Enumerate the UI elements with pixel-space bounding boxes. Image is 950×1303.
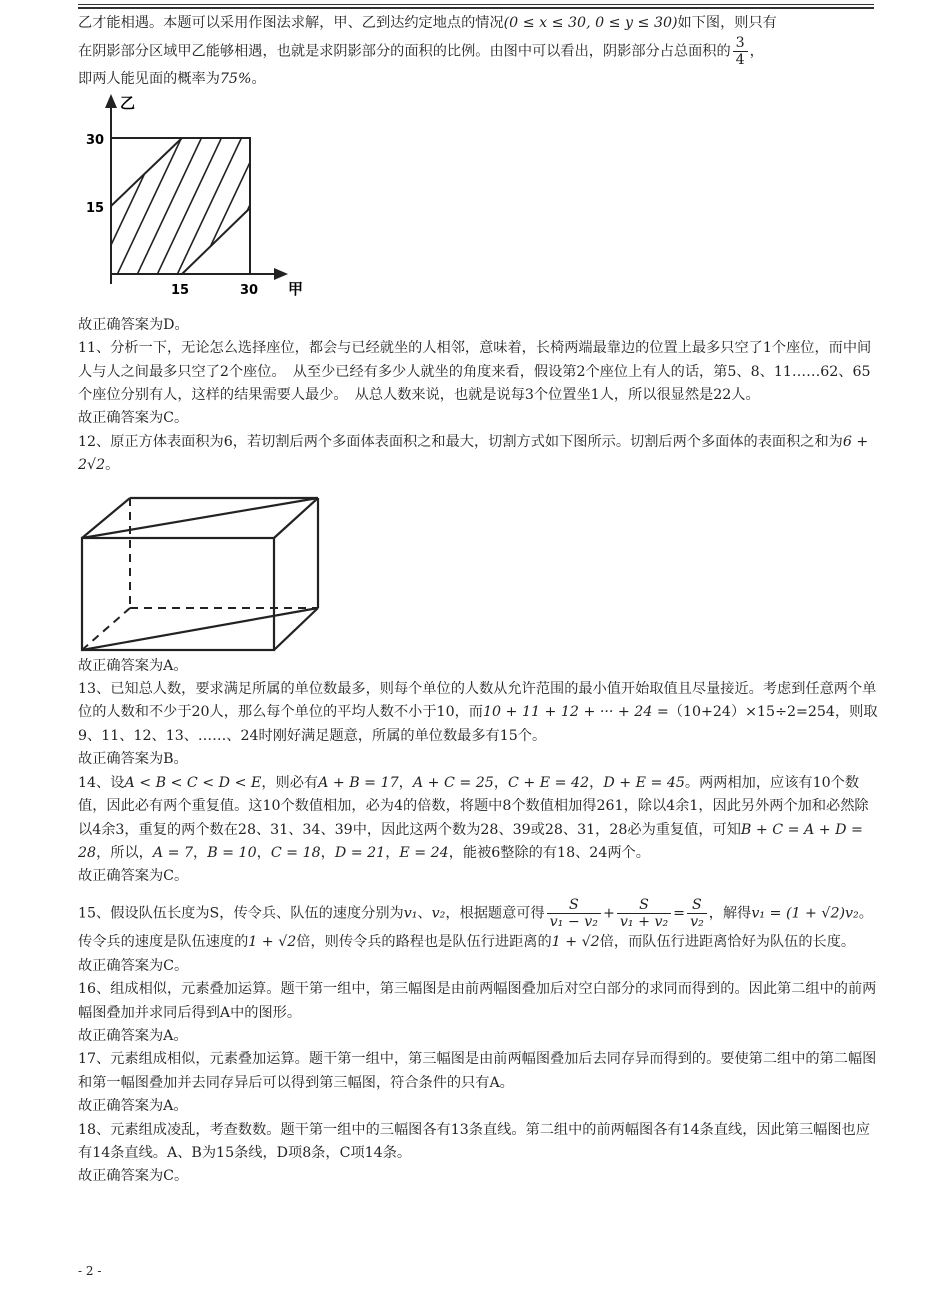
hatch-lines bbox=[78, 124, 308, 294]
y-tick-30: 30 bbox=[86, 132, 105, 148]
math-range: (0 ≤ x ≤ 30, 0 ≤ y ≤ 30) bbox=[503, 15, 678, 31]
answer-10: 故正确答案为D。 bbox=[78, 316, 189, 333]
math-surface-area: 6 + 2√2 bbox=[78, 433, 869, 474]
fraction-s-over-v2: $\frac{S}{\text{v₂}}$ bbox=[687, 897, 707, 930]
meeting-region-graph bbox=[78, 94, 318, 314]
y-axis-arrow bbox=[105, 94, 117, 108]
page-number: - 2 - bbox=[78, 1264, 102, 1278]
y-axis-label: 乙 bbox=[120, 93, 136, 112]
cut-line-top bbox=[82, 498, 318, 538]
answer-17: 故正确答案为A。 bbox=[78, 1098, 188, 1115]
fraction-s-over-sum: $\frac{S}{\text{v₁ + v₂}}$ bbox=[617, 897, 671, 930]
x-axis-arrow bbox=[274, 268, 288, 280]
answer-18: 故正确答案为C。 bbox=[78, 1168, 189, 1185]
y-tick-15: 15 bbox=[86, 200, 105, 216]
paragraph-10-line2: 在阴影部分区域甲乙能够相遇，也就是求阴影部分的面积的比例。由图中可以看出，阴影部分占总面积的 $\frac{3}{4}$ ， bbox=[78, 35, 764, 69]
answer-13: 故正确答案为B。 bbox=[78, 751, 188, 768]
paragraph-10-line3: 即两人能见面的概率为75%。 bbox=[78, 71, 266, 88]
header-rule-thin bbox=[78, 4, 874, 5]
answer-11: 故正确答案为C。 bbox=[78, 410, 189, 427]
x-axis-label: 甲 bbox=[288, 279, 304, 298]
document-page bbox=[78, 12, 878, 1189]
cut-line-bottom bbox=[82, 608, 318, 650]
paragraph-16: 16、组成相似，元素叠加运算。题干第一组中，第三幅图是由前两幅图叠加后对空白部分的求同而得到的。因此第二组中的前两幅图叠加并求同后得到A中的图形。 bbox=[78, 981, 877, 1021]
cut-cuboid-diagram bbox=[78, 490, 328, 655]
paragraph-13: 13、已知总人数，要求满足所属的单位数最多，则每个单位的人数从允许范围的最小值开始取值且尽量接近。考虑到任意两个单位的人数和不少于20人，那么每个单位的平均人数不小于10，而10 + 11 + 12 + ··· + 24 =（10+24）×15÷2=254，则取9、11、12、13、……、24时刚好满足题意，所属的单位数最多有15个。 bbox=[78, 681, 878, 744]
paragraph-18: 18、元素组成凌乱，考查数数。题干第一组中的三幅图各有13条直线。第二组中的前两幅图各有14条直线，因此第三幅图也应有14条直线。A、B为15条线，D项8条，C项14条。 bbox=[78, 1121, 870, 1161]
fraction-three-quarters: $\frac{3}{4}$ bbox=[733, 35, 748, 68]
paragraph-17: 17、元素组成相似，元素叠加运算。题干第一组中，第三幅图是由前两幅图叠加后去同存异而得到的。要使第二组中的第二幅图和第一幅图叠加并去同存异后可以得到第三幅图，符合条件的只有A。 bbox=[78, 1051, 877, 1091]
paragraph-11: 11、分析一下，无论怎么选择座位，都会与已经就坐的人相邻，意味着，长椅两端最靠边的位置上最多只空了1个座位，而中间人与人之间最多只空了2个座位。 从至少已经有多少人就坐的角度来看，假设第2个座位上有人的话，第5、8、11……62、65个座位分别有人，这样的结果需要人最少。 从总人数来说，也就是说每3个位置坐1人，所以很显然是22人。 bbox=[78, 340, 872, 404]
header-rule-thick bbox=[78, 7, 874, 9]
upper-boundary bbox=[111, 138, 182, 206]
paragraph-14: 14、设A < B < C < D < E，则必有A + B = 17，A + C = 25，C + E = 42，D + E = 45。两两相加，应该有10个数值，因此必有两个重复值。这10个数值相加，必为4的倍数，将题中8个数值相加得261，除以4余1，因此另外两个加和必然除以4余3，重复的两个数在28、31、34、39中，因此这两个数为28、39或28、31，28必为重复值，可知B + C = A + D = 28，所以，A = 7，B = 10，C = 18，D = 21，E = 24，能被6整除的有18、24两个。 bbox=[78, 774, 869, 861]
math-probability: 75% bbox=[219, 71, 252, 88]
paragraph-12: 12、原正方体表面积为6，若切割后两个多面体表面积之和最大，切割方式如下图所示。切割后两个多面体的表面积之和为6 + 2√2。 bbox=[78, 433, 869, 474]
fraction-s-over-diff: $\frac{S}{\text{v₁ − v₂}}$ bbox=[547, 897, 601, 930]
paragraph-15: 15、假设队伍长度为S，传令兵、队伍的速度分别为v₁、v₂，根据题意可得 $\frac{S}{\text{v₁ − v₂}}$ + $\frac{S}{\text{v₁ + v₂}}$ = $\frac{S}{\text{v₂}}$ ，解得v₁ = (1 + √2)v₂。传令兵的速度是队伍速度的1 + √2倍，则传令兵的路程也是队伍行进距离的1 + √2倍，而队伍行进距离恰好为队伍的长度。 bbox=[78, 896, 873, 950]
x-tick-30: 30 bbox=[240, 282, 259, 298]
answer-12: 故正确答案为A。 bbox=[78, 657, 188, 674]
answer-16: 故正确答案为A。 bbox=[78, 1027, 188, 1044]
math-sum: 10 + 11 + 12 + ··· + 24 = bbox=[482, 704, 669, 721]
answer-14: 故正确答案为C。 bbox=[78, 868, 189, 885]
x-tick-15: 15 bbox=[171, 282, 190, 298]
paragraph-10-continued: 乙才能相遇。本题可以采用作图法求解，甲、乙到达约定地点的情况(0 ≤ x ≤ 30, 0 ≤ y ≤ 30)如下图，则只有 bbox=[78, 15, 777, 31]
answer-15: 故正确答案为C。 bbox=[78, 957, 189, 974]
